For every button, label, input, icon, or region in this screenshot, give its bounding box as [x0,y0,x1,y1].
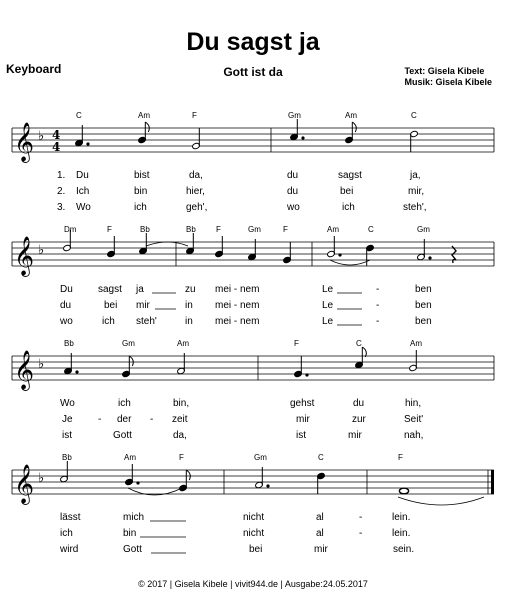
lyric: mich [123,512,145,523]
chord-symbol: Gm [288,111,301,120]
flat-key-signature-icon [38,357,44,372]
chord-row [76,111,417,120]
chord-symbol: F [179,453,184,462]
lyric: hin, [405,398,422,409]
credits [404,66,492,88]
lyrics [57,170,427,213]
lyric: zeit [172,414,188,425]
chord-symbol: Bb [64,339,74,348]
lyric: steh' [136,316,157,327]
final-barline [491,470,494,494]
lyric: steh', [403,202,427,213]
lyric: in [185,300,193,311]
lyric: - [150,414,154,425]
lyric: lässt [60,512,81,523]
lyric: du [60,300,72,311]
svg-text:4: 4 [52,140,61,154]
chord-symbol: C [411,111,417,120]
staff-lines [12,356,494,380]
lyric: bei [340,186,354,197]
chord-symbol: Am [177,339,189,348]
lyric: - [376,284,380,295]
lyric: Du [60,284,73,295]
treble-clef-icon [14,236,34,277]
chord-symbol: C [76,111,82,120]
svg-text:𝄞: 𝄞 [14,464,35,504]
chord-symbol: F [283,225,288,234]
lyric: mir [296,414,310,425]
chord-symbol: F [216,225,221,234]
lyric: bin [134,186,148,197]
chord-symbol: Bb [62,453,72,462]
chord-symbol: C [356,339,362,348]
lyric: bin, [173,398,190,409]
lyric: nicht [243,528,265,539]
lyric: du [287,186,299,197]
lyric: mei - nem [215,300,260,311]
text-credit: Text: Gisela Kibele [404,66,485,76]
lyric: da, [189,170,203,181]
lyric: nicht [243,512,265,523]
lyric: Seit' [404,414,424,425]
song-title: Du sagst ja [186,28,320,56]
lyric: zur [352,414,366,425]
chord-symbol: F [107,225,112,234]
lyric: ich [342,202,355,213]
lyric: wird [60,544,79,555]
lyric: ben [415,300,432,311]
chord-symbol: Am [138,111,150,120]
flat-key-signature-icon [38,129,44,144]
lyric: ist [62,430,72,441]
lyric: ich [102,316,115,327]
svg-text:♭: ♭ [38,357,45,372]
lyric: ich [60,528,73,539]
lyric: - [359,512,363,523]
svg-text:𝄞: 𝄞 [14,236,35,276]
time-signature [52,128,60,154]
system-4 [0,452,506,562]
lyric: - [376,316,380,327]
lyric: geh', [186,202,208,213]
lyric: sein. [393,544,415,555]
chord-symbol: Am [345,111,357,120]
lyric: bin [123,528,137,539]
lyric: al [316,528,324,539]
lyric: bist [134,170,150,181]
lyric: hier, [186,186,205,197]
chord-symbol: F [398,453,403,462]
chord-row [64,339,422,348]
chord-symbol: Gm [248,225,261,234]
system-3 [0,338,506,448]
lyric: mir, [408,186,425,197]
lyric: ja [136,284,144,295]
lyric: bei [249,544,263,555]
lyric: mei - nem [215,316,260,327]
lyric: mir [348,430,362,441]
svg-text:𝄞: 𝄞 [14,350,35,390]
lyric: mei - nem [215,284,260,295]
notes [75,119,419,152]
lyric: in [185,316,193,327]
lyric: Wo [76,202,91,213]
flat-key-signature-icon [38,243,44,258]
lyric: - [98,414,102,425]
system-2 [0,224,506,334]
lyric: Wo [60,398,75,409]
lyric: 2. [57,186,66,197]
lyric: wo [287,202,300,213]
quarter-rest-icon [452,246,456,263]
chord-row [62,453,403,462]
lyric: - [359,528,363,539]
lyric: gehst [290,398,315,409]
chord-symbol: Am [327,225,339,234]
lyric: 1. [57,170,66,181]
lyric: Gott [113,430,132,441]
music-credit: Musik: Gisela Kibele [404,77,492,87]
lyric: ben [415,316,432,327]
staff-lines [12,128,494,152]
lyrics [60,398,423,441]
lyric: ich [134,202,147,213]
chord-symbol: Bb [140,225,150,234]
lyrics [59,512,414,555]
chord-symbol: Bb [186,225,196,234]
chord-symbol: Am [124,453,136,462]
lyric: Le [322,316,334,327]
svg-text:♭: ♭ [38,471,45,486]
lyric: ich [118,398,131,409]
flat-key-signature-icon [38,471,44,486]
lyrics [59,284,432,327]
lyric: du [287,170,299,181]
treble-clef-icon [14,464,34,505]
lyric: sagst [338,170,362,181]
lyric: sagst [98,284,122,295]
lyric: du [353,398,365,409]
treble-clef-icon [14,122,34,163]
lyric: ben [415,284,432,295]
chord-symbol: Gm [417,225,430,234]
chord-symbol: C [368,225,374,234]
chord-row [64,225,430,234]
lyric: da, [173,430,187,441]
lyric: lein. [392,528,411,539]
lyric: ist [296,430,306,441]
lyric: Le [322,284,334,295]
chord-symbol: Dm [64,225,77,234]
lyric: 3. [57,202,66,213]
lyric: Le [322,300,334,311]
chord-symbol: F [294,339,299,348]
lyric: - [376,300,380,311]
lyric: bei [104,300,118,311]
lyric: Je [62,414,73,425]
chord-symbol: Gm [254,453,267,462]
chord-symbol: Gm [122,339,135,348]
svg-text:♭: ♭ [38,243,45,258]
footer-copyright: © 2017 | Gisela Kibele | vivit944.de | Ausgabe:24.05.2017 [138,579,368,589]
lyric: mir [136,300,150,311]
chord-symbol: F [192,111,197,120]
lyric: Gott [123,544,142,555]
lyric: Du [76,170,89,181]
treble-clef-icon [14,350,34,391]
lyric: Ich [76,186,90,197]
lyric: der [117,414,132,425]
system-1 [0,110,506,220]
lyric: nah, [404,430,424,441]
song-subtitle: Gott ist da [223,65,283,79]
lyric: zu [185,284,196,295]
instrument-label: Keyboard [6,62,62,76]
lyric: mir [314,544,328,555]
svg-text:𝄞: 𝄞 [14,122,35,162]
notes [60,461,484,505]
staff-lines [12,470,494,494]
svg-text:♭: ♭ [38,129,45,144]
lyric: al [316,512,324,523]
chord-symbol: Am [410,339,422,348]
chord-symbol: C [318,453,324,462]
lyric: ja, [410,170,421,181]
lyric: lein. [392,512,411,523]
svg-text:4: 4 [52,128,61,142]
lyric: wo [60,316,73,327]
note-head [399,488,408,494]
